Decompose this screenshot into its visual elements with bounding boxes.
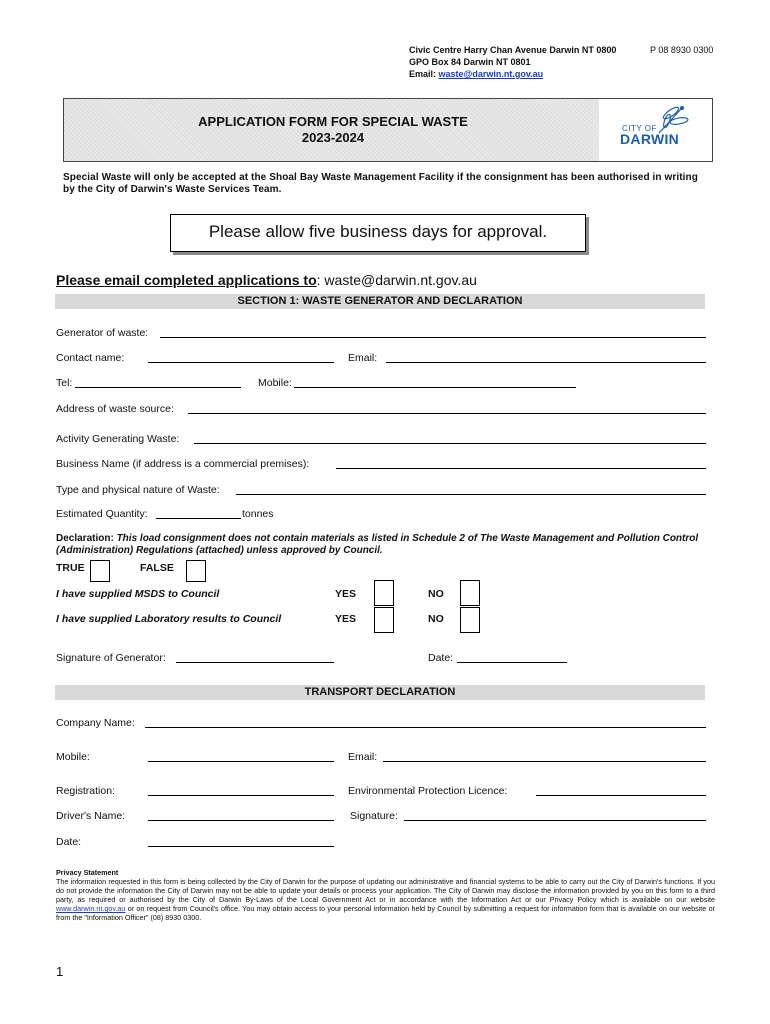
msds-no-label: NO xyxy=(428,588,444,600)
form-title: APPLICATION FORM FOR SPECIAL WASTE xyxy=(198,114,468,129)
mobile-field[interactable] xyxy=(294,387,576,388)
true-label: TRUE xyxy=(56,562,85,574)
intro-text: Special Waste will only be accepted at the Shoal Bay Waste Management Facility if the consignment has been authorised in writing by the City of Darwin's Waste Services Team. xyxy=(63,172,698,195)
declaration-text: This load consignment does not contain materials as listed in Schedule 2 of The Waste Management and Pollution Control (Administration) Regulations (attached) unless approved by Council. xyxy=(56,533,699,556)
generator-signature-label: Signature of Generator: xyxy=(56,652,166,664)
privacy-text-part2: or on request from Council's office. You may obtain access to your personal information held by Council by submitting a request for information form that is available on our website or from the "Information Officer" (08) 8930 0300. xyxy=(56,904,715,922)
privacy-website-link[interactable]: www.darwin.nt.gov.au xyxy=(56,904,126,913)
declaration xyxy=(56,533,712,557)
quantity-label: Estimated Quantity: xyxy=(56,508,148,520)
address-line-2: GPO Box 84 Darwin NT 0801 xyxy=(409,57,531,67)
registration-field[interactable] xyxy=(148,795,334,796)
company-name-field[interactable] xyxy=(145,727,706,728)
msds-label: I have supplied MSDS to Council xyxy=(56,588,220,600)
approval-notice: Please allow five business days for approval. xyxy=(170,214,586,252)
epl-label: Environmental Protection Licence: xyxy=(348,785,508,797)
privacy-statement xyxy=(56,868,715,922)
contact-name-label: Contact name: xyxy=(56,352,125,364)
tel-label: Tel: xyxy=(56,377,73,389)
address-field[interactable] xyxy=(188,413,706,414)
drivers-name-field[interactable] xyxy=(148,820,334,821)
lab-yes-label: YES xyxy=(335,613,357,625)
privacy-title: Privacy Statement xyxy=(56,868,119,877)
lab-no-label: NO xyxy=(428,613,444,625)
section1-heading: SECTION 1: WASTE GENERATOR AND DECLARATION xyxy=(55,294,705,309)
epl-field[interactable] xyxy=(536,795,706,796)
drivers-name-label: Driver's Name: xyxy=(56,810,126,822)
header-email-link[interactable]: waste@darwin.nt.gov.au xyxy=(438,69,544,79)
transport-mobile-field[interactable] xyxy=(148,761,334,762)
generator-field[interactable] xyxy=(160,337,706,338)
msds-yes-label: YES xyxy=(335,588,357,600)
privacy-text-part1: The information requested in this form is being collected by the City of Darwin for the purpose of updating our administrative and financial systems to be able to carry out the City of Darwin's functions. If you do not provide the information the City of Darwin may not be able to update your details or process your application. The City of Darwin may disclose the information provided by you on this form to a third party, as required or authorised by the City of Darwin By-Laws of the Local Government Act or in accordance with the Information Act or our Privacy Policy which is available on our website xyxy=(56,877,715,904)
transport-date-field[interactable] xyxy=(148,846,334,847)
transport-signature-field[interactable] xyxy=(404,820,706,821)
email-instruction-address[interactable]: waste@darwin.nt.gov.au xyxy=(320,272,477,288)
page-number: 1 xyxy=(56,964,64,979)
false-checkbox[interactable] xyxy=(186,560,206,582)
transport-heading: TRANSPORT DECLARATION xyxy=(55,685,705,700)
council-address xyxy=(409,44,616,80)
registration-label: Registration: xyxy=(56,785,115,797)
lab-no-checkbox[interactable] xyxy=(460,607,480,633)
form-year: 2023-2024 xyxy=(301,130,365,145)
activity-label: Activity Generating Waste: xyxy=(56,433,180,445)
email-instruction-colon: : xyxy=(316,272,321,288)
logo-darwin: DARWIN xyxy=(620,131,680,147)
lab-results-label: I have supplied Laboratory results to Council xyxy=(56,613,282,625)
privacy-text xyxy=(56,877,715,922)
business-name-label: Business Name (if address is a commercial premises): xyxy=(56,458,310,470)
transport-signature-label: Signature: xyxy=(350,810,398,822)
email-label: Email: xyxy=(348,352,378,364)
logo-city-of: CITY OF xyxy=(622,124,657,133)
transport-mobile-label: Mobile: xyxy=(56,751,90,763)
declaration-label: Declaration: xyxy=(56,533,114,544)
address-line-1: Civic Centre Harry Chan Avenue Darwin NT 0800 xyxy=(409,45,617,55)
email-instruction xyxy=(56,272,477,288)
contact-name-field[interactable] xyxy=(148,362,334,363)
quantity-field[interactable] xyxy=(156,518,241,519)
email-instruction-label: Please email completed applications to xyxy=(56,272,317,288)
waste-type-field[interactable] xyxy=(236,494,706,495)
generator-date-label: Date: xyxy=(428,652,454,664)
false-label: FALSE xyxy=(140,562,174,574)
council-phone: P 08 8930 0300 xyxy=(650,45,714,55)
generator-signature-field[interactable] xyxy=(176,662,334,663)
msds-yes-checkbox[interactable] xyxy=(374,580,394,606)
transport-email-field[interactable] xyxy=(383,761,706,762)
activity-field[interactable] xyxy=(194,443,706,444)
company-name-label: Company Name: xyxy=(56,717,135,729)
transport-email-label: Email: xyxy=(348,751,378,763)
email-field[interactable] xyxy=(386,362,706,363)
email-label: Email: xyxy=(409,69,437,79)
tel-field[interactable] xyxy=(75,387,241,388)
transport-date-label: Date: xyxy=(56,836,82,848)
waste-type-label: Type and physical nature of Waste: xyxy=(56,484,220,496)
generator-date-field[interactable] xyxy=(457,662,567,663)
lab-yes-checkbox[interactable] xyxy=(374,607,394,633)
mobile-label: Mobile: xyxy=(258,377,292,389)
generator-label: Generator of waste: xyxy=(56,327,149,339)
business-name-field[interactable] xyxy=(336,468,706,469)
true-checkbox[interactable] xyxy=(90,560,110,582)
tonnes-label: tonnes xyxy=(242,508,274,520)
address-label: Address of waste source: xyxy=(56,403,174,415)
msds-no-checkbox[interactable] xyxy=(460,580,480,606)
